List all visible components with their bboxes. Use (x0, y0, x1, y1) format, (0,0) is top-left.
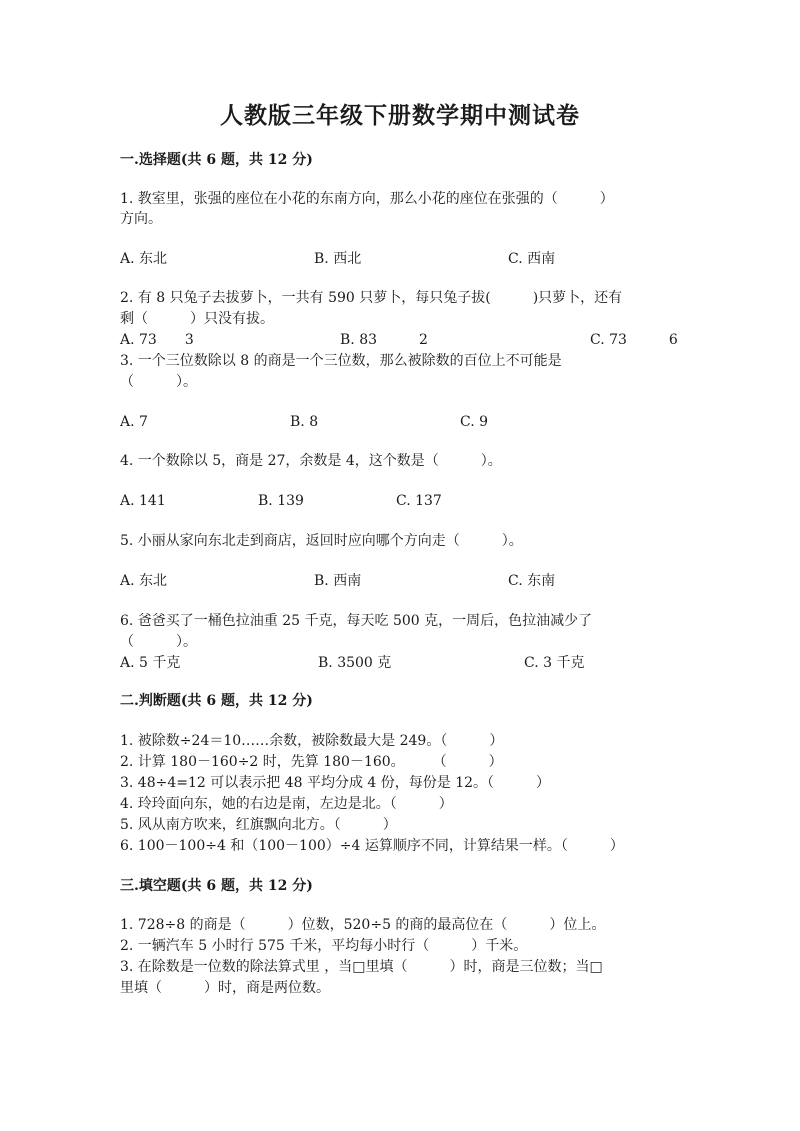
section-heading-choice: 一.选择题(共 6 题，共 12 分) (120, 152, 313, 168)
judgement-item-6: 6. 100－100÷4 和（100－100）÷4 运算顺序不同，计算结果一样。（ ） (120, 838, 624, 854)
q6-text-line2: （ ）。 (120, 634, 197, 650)
q3-text-line1: 3. 一个三位数除以 8 的商是一个三位数，那么被除数的百位上不可能是 (120, 353, 562, 369)
q2-option-b: B. 83 2 (340, 332, 428, 348)
q1-text-line2: 方向。 (120, 211, 162, 227)
q4-text-line1: 4. 一个数除以 5，商是 27，余数是 4，这个数是（ ）。 (120, 453, 502, 469)
q4-option-b: B. 139 (258, 493, 304, 509)
q5-option-c: C. 东南 (508, 573, 556, 589)
judgement-item-3: 3. 48÷4=12 可以表示把 48 平均分成 4 份，每份是 12。（ ） (120, 775, 551, 791)
fill-item-3-line1: 3. 在除数是一位数的除法算式里 ，当□里填（ ）时，商是三位数；当□ (120, 959, 603, 975)
q6-option-c: C. 3 千克 (524, 655, 585, 671)
judgement-item-2: 2. 计算 180－160÷2 时，先算 180－160。 （ ） (120, 754, 503, 770)
fill-item-2: 2. 一辆汽车 5 小时行 575 千米，平均每小时行（ ）千米。 (120, 938, 528, 954)
q3-option-a: A. 7 (120, 414, 148, 430)
q2-option-c: C. 73 6 (590, 332, 678, 348)
q2-text-line1: 2. 有 8 只兔子去拔萝卜，一共有 590 只萝卜，每只兔子拔( )只萝卜，还有 (120, 290, 623, 306)
judgement-item-4: 4. 玲玲面向东，她的右边是南，左边是北。（ ） (120, 796, 453, 812)
q5-option-b: B. 西南 (314, 573, 362, 589)
q5-option-a: A. 东北 (120, 573, 168, 589)
page-title: 人教版三年级下册数学期中测试卷 (220, 102, 580, 129)
section-heading-judgement: 二.判断题(共 6 题，共 12 分) (120, 693, 313, 709)
fill-item-1: 1. 728÷8 的商是（ ）位数，520÷5 的商的最高位在（ ）位上。 (120, 917, 606, 933)
q1-text-line1: 1. 教室里，张强的座位在小花的东南方向，那么小花的座位在张强的（ ） (120, 191, 614, 207)
section-heading-fill-in: 三.填空题(共 6 题，共 12 分) (120, 878, 313, 894)
q1-option-b: B. 西北 (314, 251, 362, 267)
q4-option-a: A. 141 (120, 493, 166, 509)
q4-option-c: C. 137 (396, 493, 442, 509)
q2-text-line2: 剩（ ）只没有拔。 (120, 311, 274, 327)
q6-option-b: B. 3500 克 (318, 655, 392, 671)
q3-text-line2: （ ）。 (120, 374, 197, 390)
q6-option-a: A. 5 千克 (120, 655, 181, 671)
q3-option-b: B. 8 (290, 414, 319, 430)
fill-item-3-line2: 里填（ ）时，商是两位数。 (120, 980, 330, 996)
q6-text-line1: 6. 爸爸买了一桶色拉油重 25 千克，每天吃 500 克，一周后，色拉油减少了 (120, 613, 593, 629)
judgement-item-5: 5. 风从南方吹来，红旗飘向北方。（ ） (120, 817, 397, 833)
q3-option-c: C. 9 (460, 414, 489, 430)
q2-option-a: A. 73 3 (120, 332, 194, 348)
q1-option-a: A. 东北 (120, 251, 168, 267)
q1-option-c: C. 西南 (508, 251, 556, 267)
judgement-item-1: 1. 被除数÷24＝10……余数，被除数最大是 249。（ ） (120, 733, 504, 749)
q5-text-line1: 5. 小丽从家向东北走到商店，返回时应向哪个方向走（ ）。 (120, 533, 523, 549)
